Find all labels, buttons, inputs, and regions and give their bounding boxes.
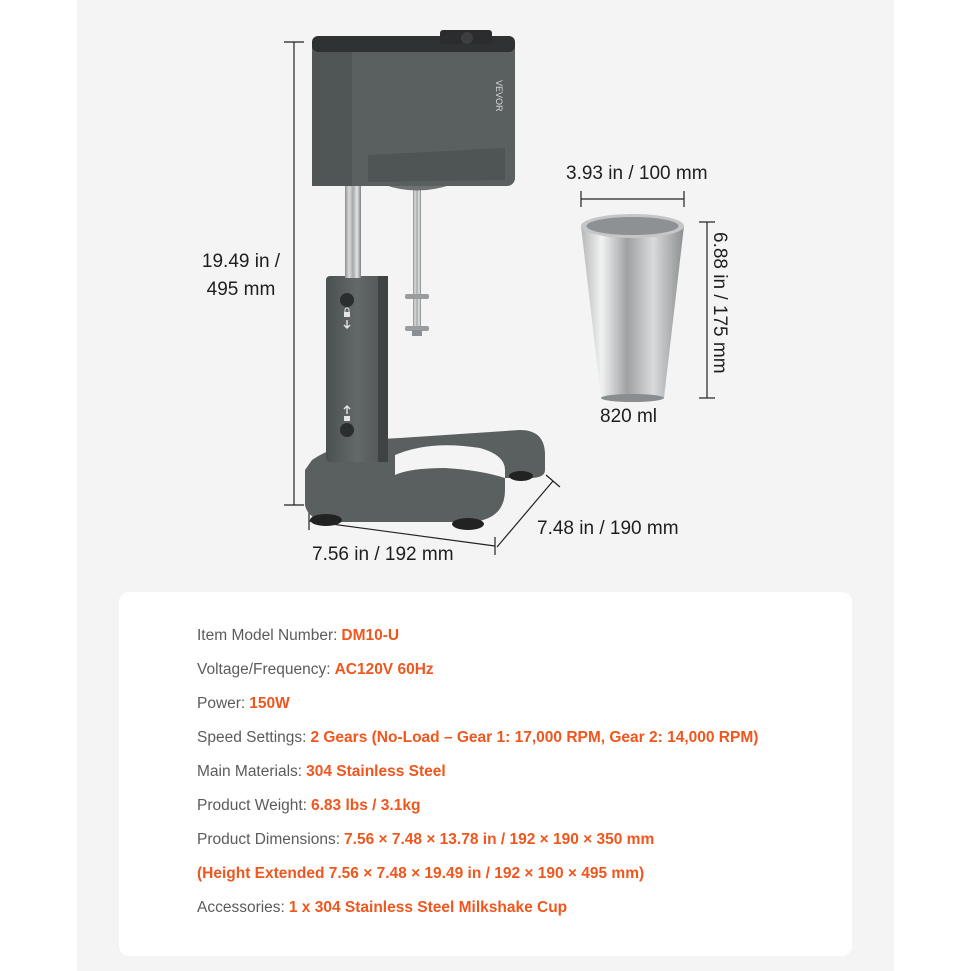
width-label: 7.56 in / 192 mm (312, 544, 454, 565)
spec-value: (Height Extended 7.56 × 7.48 × 19.49 in / 192 × 190 × 495 mm) (197, 865, 645, 882)
spec-value: 1 x 304 Stainless Steel Milkshake Cup (288, 899, 568, 916)
mixer-column (326, 276, 388, 462)
spec-label: Item Model Number: (197, 627, 338, 644)
spec-row-power (197, 694, 290, 714)
height-label (198, 248, 284, 304)
cup-width-dimension-line (581, 191, 684, 207)
spec-row-dimensions (197, 830, 654, 850)
spec-label: Product Weight: (197, 797, 307, 814)
spec-value: DM10-U (341, 627, 400, 644)
spec-row-accessories (197, 898, 567, 918)
cup-capacity-label: 820 ml (600, 406, 658, 427)
spec-row-voltage (197, 660, 434, 680)
unlock-icon (344, 416, 350, 421)
spec-row-weight (197, 796, 420, 816)
agitator (405, 190, 429, 336)
spec-label: Power: (197, 695, 246, 712)
spec-value: 150W (249, 695, 290, 712)
height-dimension-line (284, 42, 304, 505)
spec-label: Accessories: (197, 899, 285, 916)
depth-label: 7.48 in / 190 mm (537, 518, 679, 539)
spec-value: 7.56 × 7.48 × 13.78 in / 192 × 190 × 350 mm (344, 831, 655, 848)
height-label-line-2: 495 mm (206, 279, 276, 300)
spec-value: 304 Stainless Steel (306, 763, 446, 780)
steel-rod (345, 178, 361, 278)
spec-row-speed (197, 728, 758, 748)
spec-label: Main Materials: (197, 763, 303, 780)
spec-value: AC120V 60Hz (334, 661, 434, 678)
spec-label: Speed Settings: (197, 729, 307, 746)
motor-head (312, 30, 515, 191)
milkshake-cup (581, 214, 684, 402)
spec-value: 2 Gears (No-Load – Gear 1: 17,000 RPM, Gear 2: 14,000 RPM) (310, 729, 759, 746)
brand-logo: VEVOR (494, 80, 504, 112)
spec-card (119, 592, 852, 956)
spec-value: 6.83 lbs / 3.1kg (311, 797, 421, 814)
height-label-line-1: 19.49 in / (201, 251, 281, 272)
spec-label: Product Dimensions: (197, 831, 341, 848)
spec-row-model (197, 626, 399, 646)
spec-label: Voltage/Frequency: (197, 661, 331, 678)
cup-height-label: 6.88 in / 175 mm (709, 232, 730, 374)
spec-row-materials (197, 762, 446, 782)
spec-row-extended-dimensions (197, 864, 644, 884)
cup-diameter-label: 3.93 in / 100 mm (566, 163, 708, 184)
